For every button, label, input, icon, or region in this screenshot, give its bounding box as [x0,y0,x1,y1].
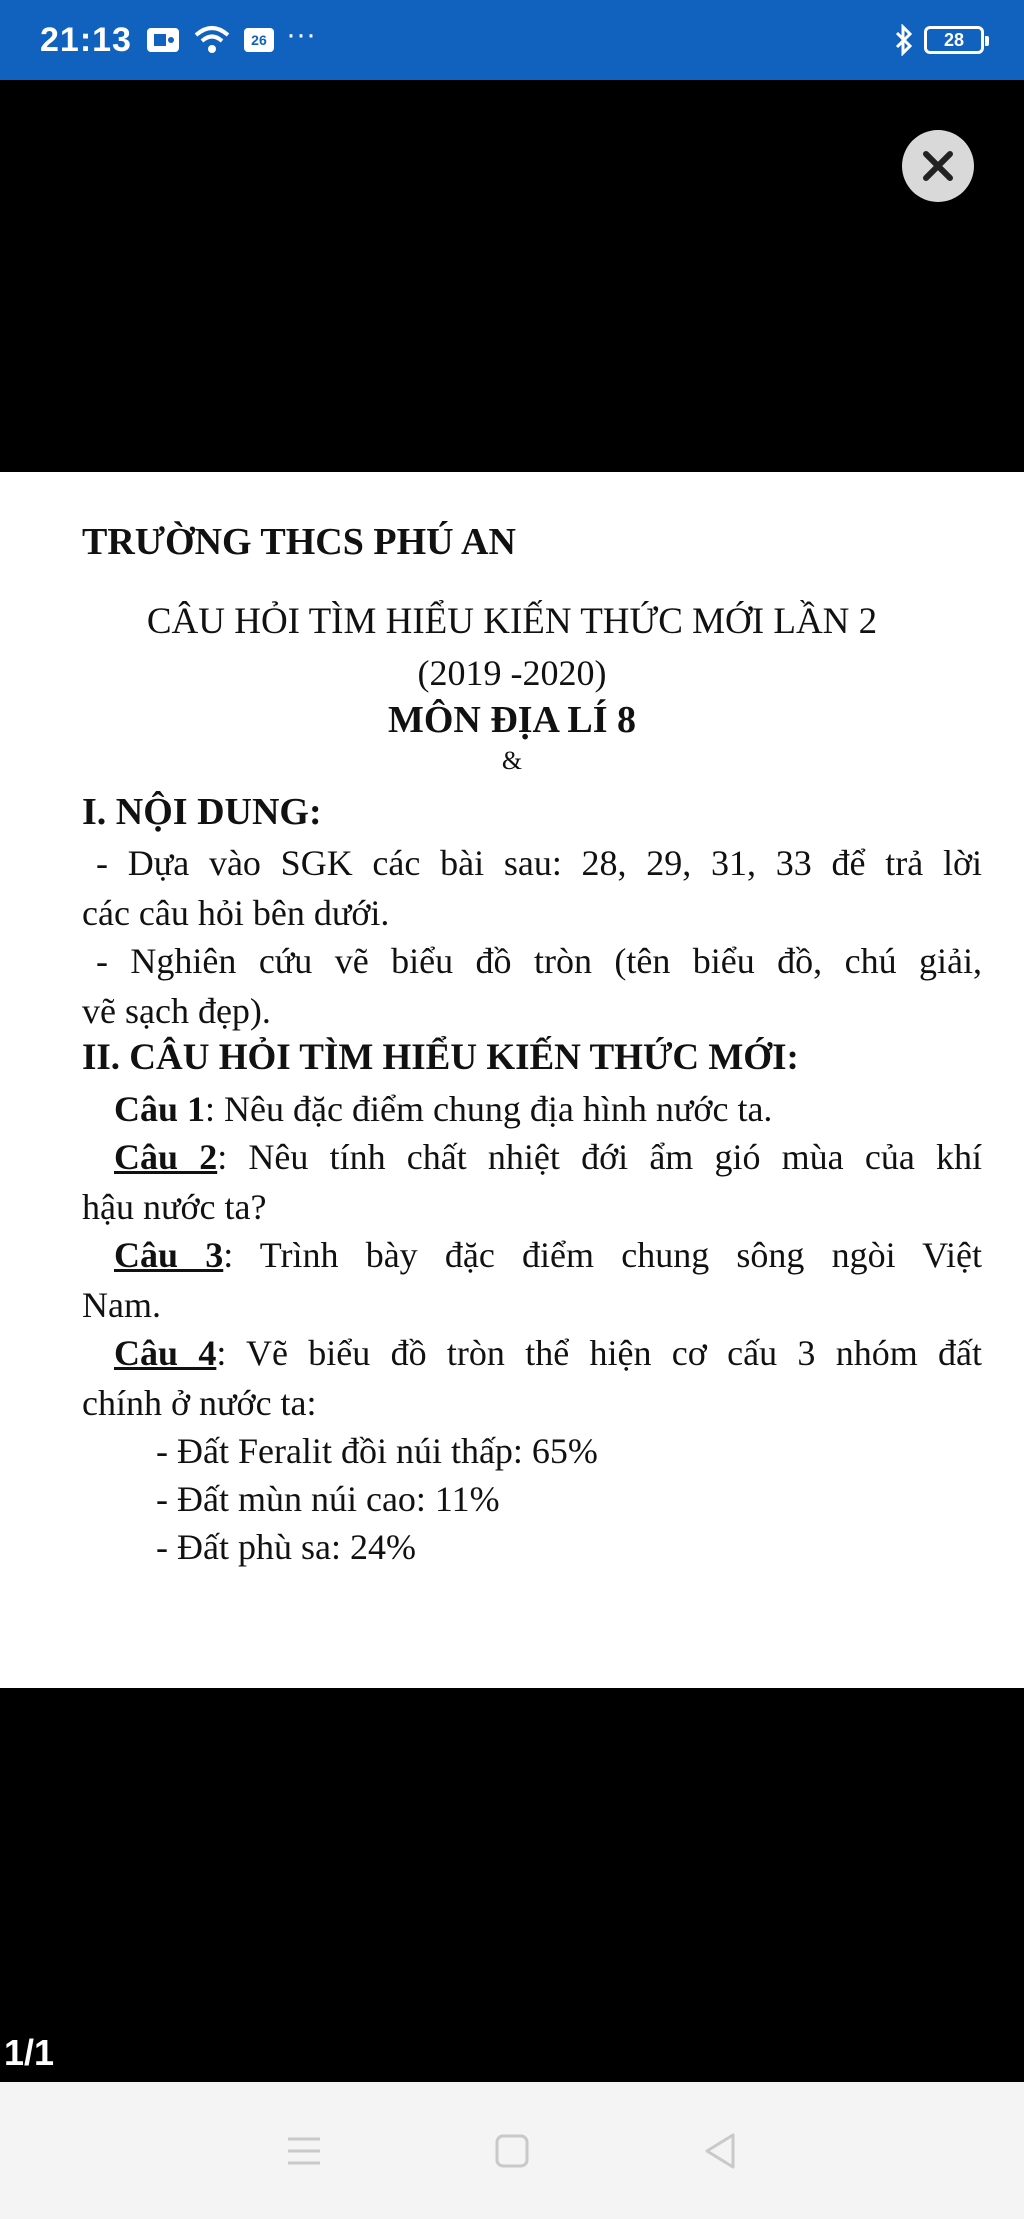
question-4-cont: chính ở nước ta: [82,1383,317,1423]
navigation-bar [0,2082,1024,2219]
home-icon [493,2132,531,2170]
ampersand: & [501,746,523,775]
app-badge-icon: 26 [244,28,274,52]
question-3-text: : Trình bày đặc điểm chung sông ngòi Việt [223,1235,982,1275]
school-year: (2019 -2020) [417,653,607,693]
soil-item-2: - Đất mùn núi cao: 11% [156,1479,500,1519]
bluetooth-icon [894,24,914,56]
section-1-line-3: - Nghiên cứu vẽ biểu đồ tròn (tên biểu đồ, chú giải, [96,941,982,981]
document-title: CÂU HỎI TÌM HIỂU KIẾN THỨC MỚI LẦN 2 [146,601,878,642]
school-name: TRƯỜNG THCS PHÚ AN [82,521,516,563]
more-icon: ··· [285,18,316,51]
notification-icon [146,27,180,53]
subject-title: MÔN ĐỊA LÍ 8 [387,699,637,741]
status-icons-left [146,18,316,55]
question-4 [114,1332,982,1374]
close-icon [920,148,956,184]
battery-icon: 28 [924,26,984,54]
question-3-cont: Nam. [82,1285,161,1325]
question-2 [114,1136,982,1178]
question-4-label: Câu 4 [114,1333,217,1373]
question-1-label: Câu 1 [114,1089,206,1129]
home-button[interactable] [482,2121,542,2181]
back-icon [701,2131,739,2171]
section-2-heading: II. CÂU HỎI TÌM HIỂU KIẾN THỨC MỚI: [82,1037,799,1078]
question-1-text: : Nêu đặc điểm chung địa hình nước ta. [205,1089,773,1129]
question-2-cont: hậu nước ta? [82,1187,267,1227]
question-1 [114,1088,772,1130]
status-bar [0,0,1024,80]
menu-icon [284,2133,324,2169]
close-button[interactable] [902,130,974,202]
question-2-label: Câu 2 [114,1137,218,1177]
menu-button[interactable] [274,2121,334,2181]
question-3-label: Câu 3 [114,1235,224,1275]
section-1-line-4: vẽ sạch đẹp). [82,991,271,1031]
question-2-text: : Nêu tính chất nhiệt đới ẩm gió mùa của khí [217,1137,982,1177]
soil-item-3: - Đất phù sa: 24% [156,1527,416,1567]
document-page [0,472,1024,1688]
question-3 [114,1234,982,1276]
section-1-line-1: - Dựa vào SGK các bài sau: 28, 29, 31, 33 để trả lời [96,843,982,883]
section-1-heading: I. NỘI DUNG: [82,791,322,833]
soil-item-1: - Đất Feralit đồi núi thấp: 65% [156,1431,598,1471]
back-button[interactable] [690,2121,750,2181]
section-1-line-2: các câu hỏi bên dưới. [82,893,390,933]
page-indicator: 1/1 [4,2032,55,2073]
wifi-icon [192,25,232,55]
status-time: 21:13 [40,20,132,59]
status-icons-right [894,24,984,56]
question-4-text: : Vẽ biểu đồ tròn thể hiện cơ cấu 3 nhóm đất [216,1333,982,1373]
